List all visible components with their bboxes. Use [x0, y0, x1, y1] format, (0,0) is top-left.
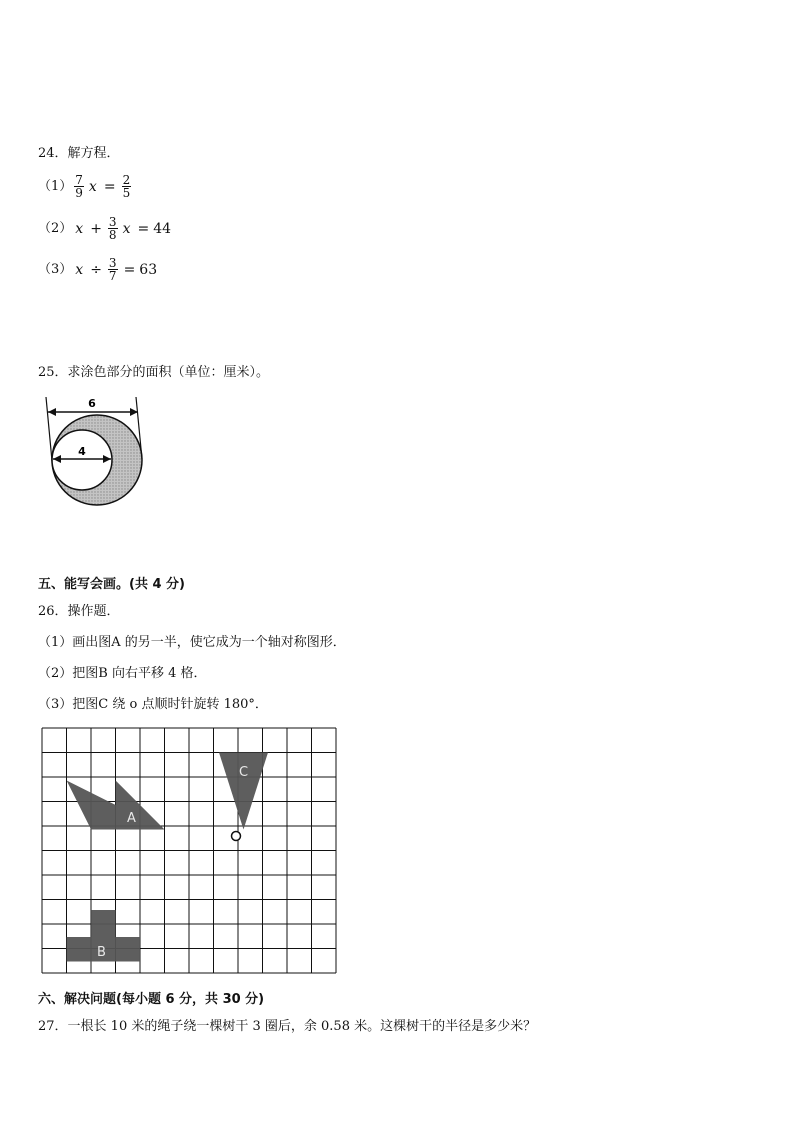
- outer-dimension-label: 6: [88, 397, 96, 410]
- eq3-equals: =: [123, 261, 136, 278]
- outer-arrow-left: [48, 408, 56, 416]
- q27-title: 27．一根长 10 米的绳子绕一棵树干 3 圈后，余 0.58 米。这棵树干的半径是多少米？: [38, 1019, 537, 1034]
- eq1-rhs-fraction: [122, 174, 132, 199]
- eq1-label: （1）: [38, 178, 73, 194]
- eq2-variable-2: x: [122, 220, 131, 237]
- eq2-variable-1: x: [75, 220, 84, 237]
- section-5-title: 五、能写会画。(共 4 分): [38, 577, 185, 592]
- eq1-rhs-denominator: 5: [122, 186, 131, 200]
- eq1-rhs-numerator: 2: [122, 173, 131, 187]
- eq2-equals: =: [137, 220, 150, 237]
- q24-title: 24．解方程．: [38, 146, 120, 161]
- eq1-numerator: 7: [75, 173, 83, 187]
- eq2-numerator: 3: [108, 215, 117, 229]
- q26-item-1: （1）画出图A 的另一半，使它成为一个轴对称图形．: [38, 635, 346, 650]
- inner-dimension-label: 4: [78, 445, 86, 458]
- q25-title: 25．求涂色部分的面积（单位：厘米）。: [38, 365, 270, 380]
- grid-lines: [42, 728, 336, 973]
- eq3-numerator: 3: [108, 256, 117, 270]
- q26-item-3: （3）把图C 绕 o 点顺时针旋转 180°．: [38, 697, 268, 712]
- eq2-fraction: [108, 216, 118, 241]
- eq3-denominator: 7: [108, 269, 117, 283]
- equation-1: [38, 174, 133, 199]
- eq1-variable: x: [88, 178, 97, 195]
- eq2-rhs: 44: [153, 220, 172, 237]
- left-extension-line: [46, 397, 52, 461]
- eq3-rhs: 63: [139, 261, 158, 278]
- shape-b-label: B: [97, 945, 106, 960]
- eq1-equals: =: [103, 178, 116, 195]
- circle-figure: [40, 395, 150, 510]
- eq3-variable: x: [75, 261, 84, 278]
- eq2-label: （2）: [38, 220, 73, 236]
- equation-2: [38, 216, 171, 241]
- shape-a-label: A: [127, 811, 136, 826]
- eq3-label: （3）: [38, 261, 73, 277]
- rotation-point-o: [232, 832, 241, 841]
- shape-c-label: C: [239, 765, 249, 780]
- eq1-denominator: 9: [75, 186, 83, 200]
- eq1-fraction: [74, 174, 84, 199]
- eq2-plus: +: [90, 220, 102, 237]
- eq3-divide: ÷: [90, 261, 102, 278]
- eq3-fraction: [108, 257, 118, 282]
- equation-3: [38, 257, 157, 282]
- grid-figure: [40, 720, 355, 990]
- q26-title: 26．操作题．: [38, 604, 120, 619]
- eq2-denominator: 8: [108, 228, 117, 242]
- q26-item-2: （2）把图B 向右平移 4 格．: [38, 666, 207, 681]
- section-6-title: 六、解决问题(每小题 6 分，共 30 分): [38, 992, 265, 1007]
